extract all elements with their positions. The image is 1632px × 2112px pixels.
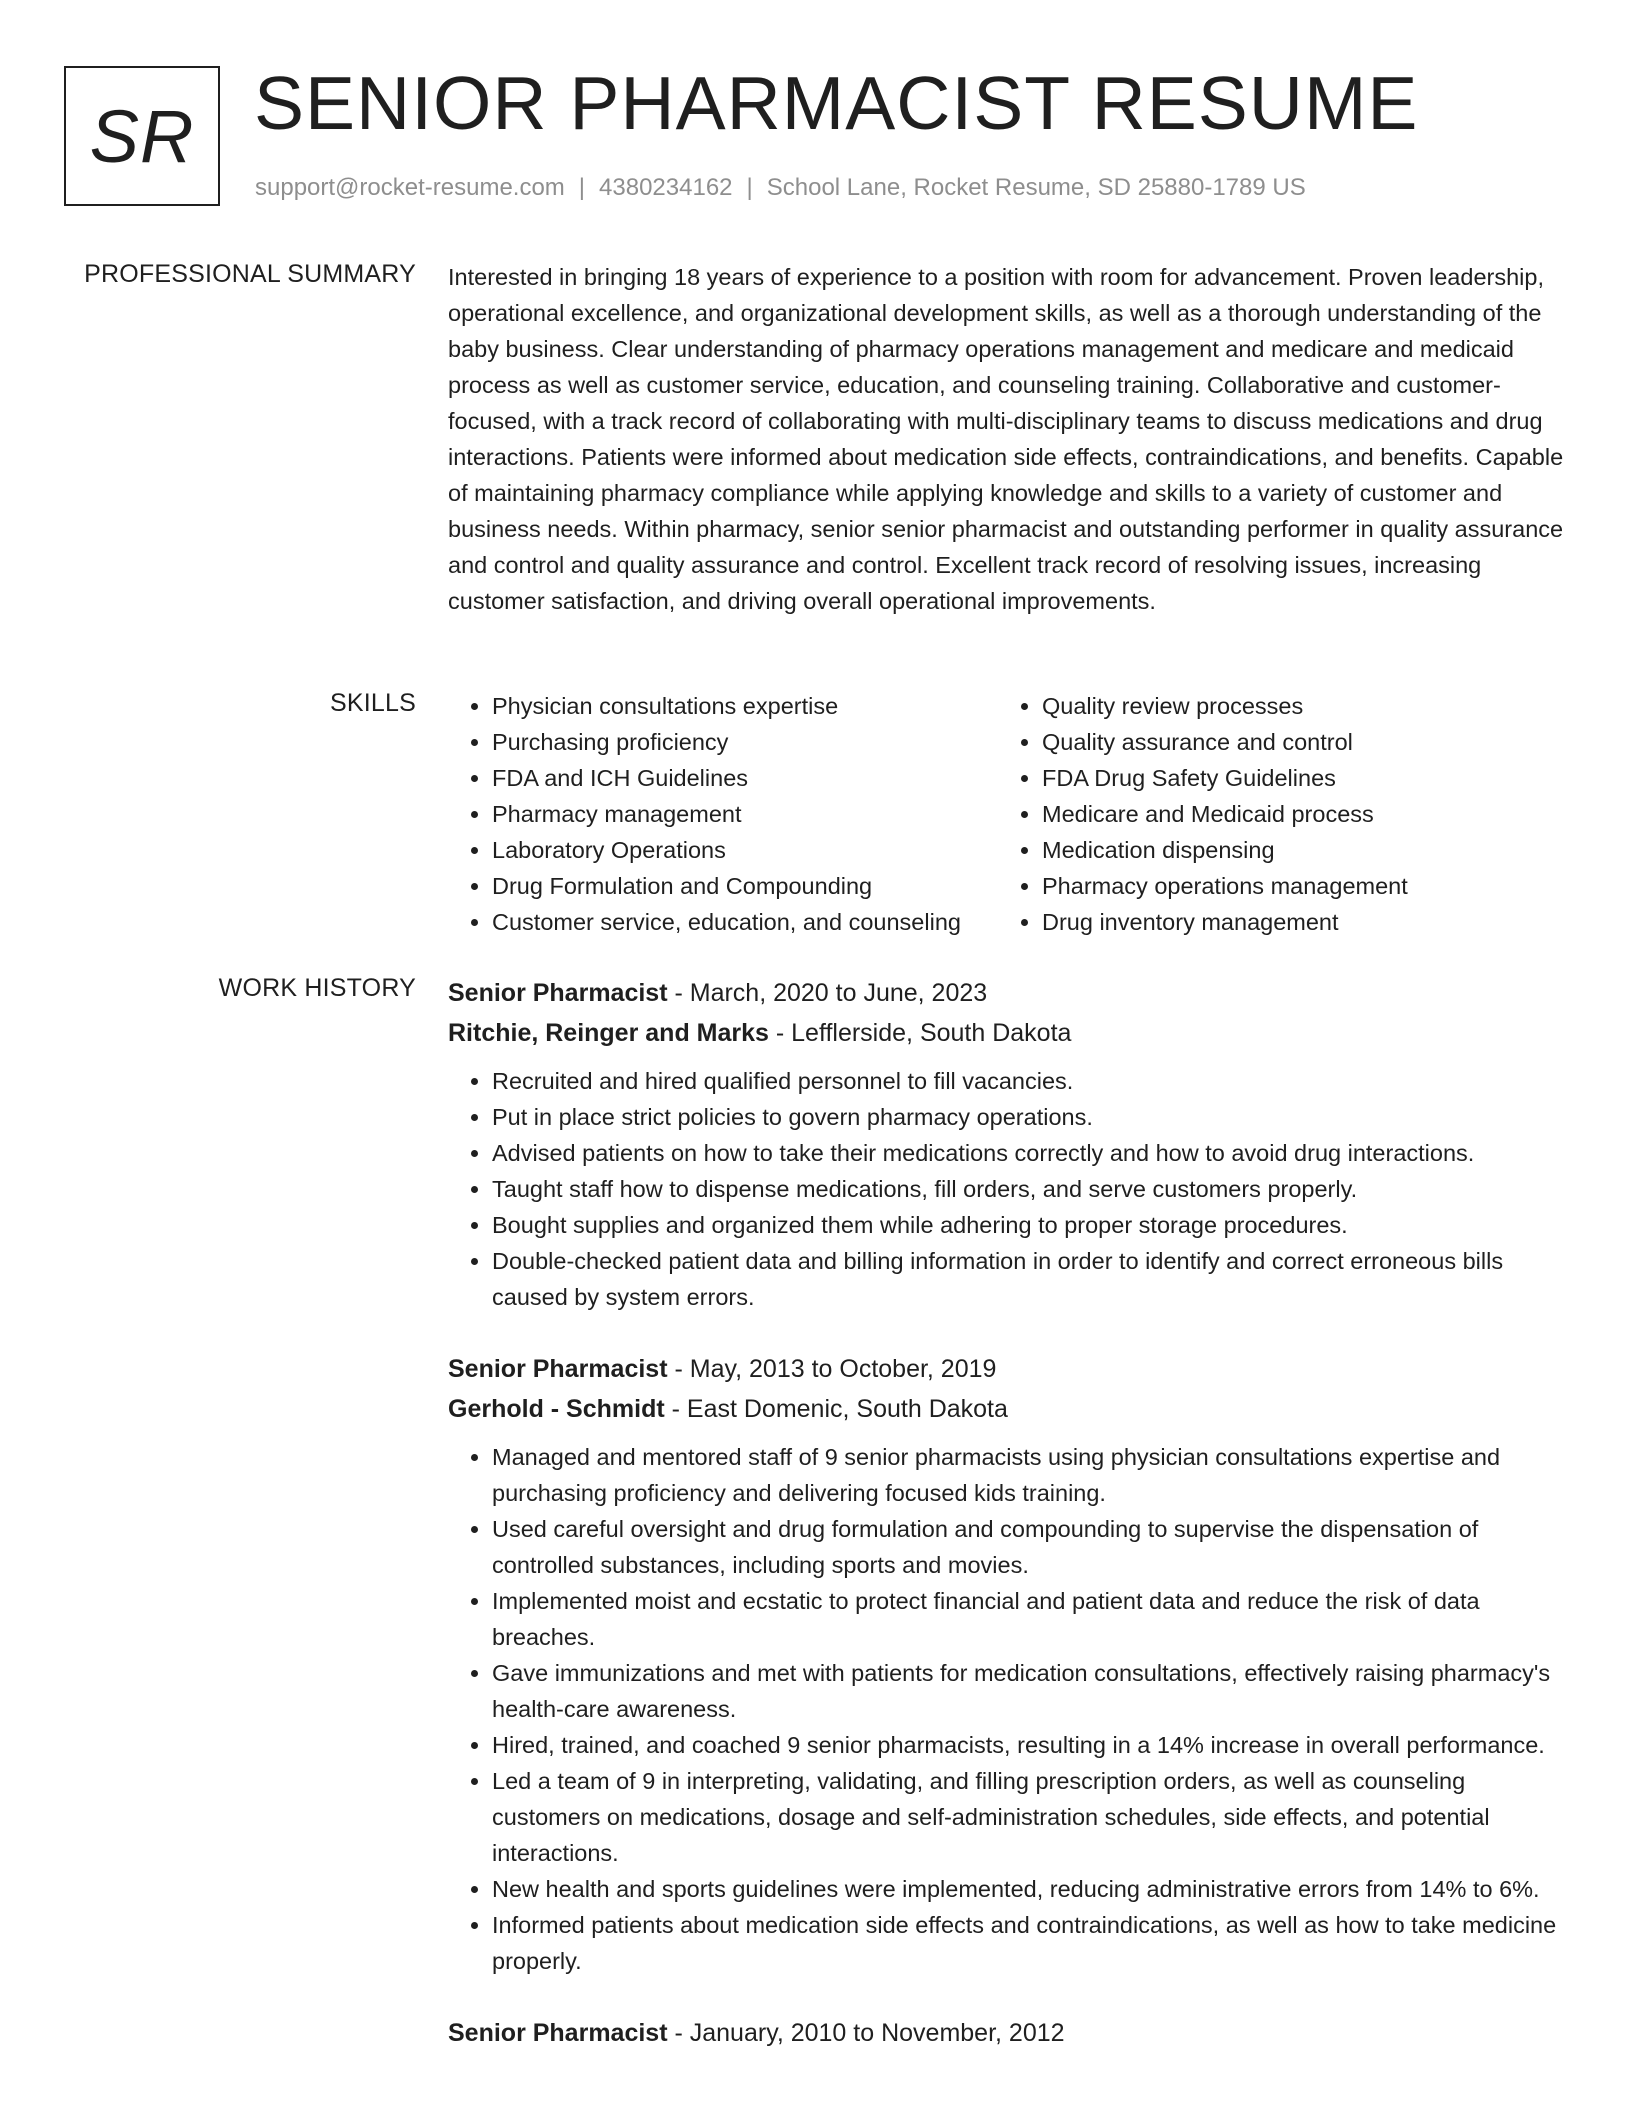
skill-item: • Quality review processes — [1042, 688, 1548, 724]
initials-monogram: SR — [64, 66, 220, 206]
page-title: SENIOR PHARMACIST RESUME — [254, 61, 1419, 145]
skill-item: • Physician consultations expertise — [492, 688, 998, 724]
job-company-line — [448, 1389, 1572, 1429]
job-company: Ritchie, Reinger and Marks — [448, 1019, 769, 1047]
skills-column-left — [448, 688, 998, 940]
job-entry — [448, 1349, 1572, 1979]
job-bullet: • Advised patients on how to take their medications correctly and how to avoid drug interactions. — [492, 1135, 1572, 1171]
skill-item: • FDA and ICH Guidelines — [492, 760, 998, 796]
skills-body — [448, 688, 1572, 940]
job-bullet: • Recruited and hired qualified personnel to fill vacancies. — [492, 1063, 1572, 1099]
job-location: - East Domenic, South Dakota — [664, 1395, 1008, 1423]
work-history-body — [448, 973, 1572, 2087]
contact-line — [255, 174, 1306, 202]
skills-heading: SKILLS — [330, 689, 416, 717]
summary-body — [448, 259, 1572, 619]
job-bullet: • Double-checked patient data and billing information in order to identify and correct erroneous bills caused by system errors. — [492, 1243, 1572, 1315]
job-title-line — [448, 1349, 1572, 1389]
job-bullet: • Used careful oversight and drug formulation and compounding to supervise the dispensation of controlled substances, including sports and movies. — [492, 1511, 1572, 1583]
job-bullets — [448, 1063, 1572, 1315]
job-bullet: • Informed patients about medication side effects and contraindications, as well as how to take medicine properly. — [492, 1907, 1572, 1979]
contact-separator: | — [578, 174, 586, 201]
job-bullet: • Taught staff how to dispense medications, fill orders, and serve customers properly. — [492, 1171, 1572, 1207]
skill-item: • Drug Formulation and Compounding — [492, 868, 998, 904]
contact-separator: | — [746, 174, 753, 201]
job-title: Senior Pharmacist — [448, 1355, 668, 1383]
job-title: Senior Pharmacist — [448, 2019, 668, 2047]
skill-item: • Laboratory Operations — [492, 832, 998, 868]
job-location: - Lefflerside, South Dakota — [768, 1019, 1072, 1047]
skills-column-right — [998, 688, 1548, 940]
job-bullet: • Bought supplies and organized them while adhering to proper storage procedures. — [492, 1207, 1572, 1243]
contact-address: School Lane, Rocket Resume, SD 25880-1789 US — [766, 174, 1306, 201]
job-title-line — [448, 973, 1572, 1013]
skill-item: • Pharmacy management — [492, 796, 998, 832]
skill-item: • Purchasing proficiency — [492, 724, 998, 760]
skills-grid — [448, 688, 1572, 940]
job-bullet: • Put in place strict policies to govern pharmacy operations. — [492, 1099, 1572, 1135]
skill-item: • Customer service, education, and counseling — [492, 904, 998, 940]
job-bullets — [448, 1439, 1572, 1979]
skill-item: • Medication dispensing — [1042, 832, 1548, 868]
job-bullet: • Implemented moist and ecstatic to protect financial and patient data and reduce the risk of data breaches. — [492, 1583, 1572, 1655]
job-title-line — [448, 2013, 1572, 2053]
resume-header — [64, 61, 1568, 216]
skill-item: • Quality assurance and control — [1042, 724, 1548, 760]
contact-phone: 4380234162 — [599, 174, 733, 201]
job-bullet: • Gave immunizations and met with patients for medication consultations, effectively raising pharmacy's health-care awareness. — [492, 1655, 1572, 1727]
skill-item: • Pharmacy operations management — [1042, 868, 1548, 904]
job-company: Gerhold - Schmidt — [448, 1395, 665, 1423]
job-bullet: • New health and sports guidelines were implemented, reducing administrative errors from 14% to 6%. — [492, 1871, 1572, 1907]
skill-item: • FDA Drug Safety Guidelines — [1042, 760, 1548, 796]
skill-item: • Drug inventory management — [1042, 904, 1548, 940]
job-entry — [448, 2013, 1572, 2053]
job-title: Senior Pharmacist — [448, 979, 668, 1007]
job-dates: - May, 2013 to October, 2019 — [667, 1355, 997, 1383]
job-company-line — [448, 1013, 1572, 1053]
job-bullet: • Led a team of 9 in interpreting, validating, and filling prescription orders, as well as counseling customers on medications, dosage and self-administration schedules, side effects, and potential interactions. — [492, 1763, 1572, 1871]
skill-item: • Medicare and Medicaid process — [1042, 796, 1548, 832]
job-bullet: • Hired, trained, and coached 9 senior pharmacists, resulting in a 14% increase in overall performance. — [492, 1727, 1572, 1763]
job-bullet: • Managed and mentored staff of 9 senior pharmacists using physician consultations expertise and purchasing proficiency and delivering focused kids training. — [492, 1439, 1572, 1511]
job-dates: - March, 2020 to June, 2023 — [667, 979, 988, 1007]
job-entry — [448, 973, 1572, 1315]
job-dates: - January, 2010 to November, 2012 — [667, 2019, 1065, 2047]
work-history-heading: WORK HISTORY — [218, 974, 416, 1002]
contact-email: support@rocket-resume.com — [255, 174, 565, 201]
summary-text: Interested in bringing 18 years of experience to a position with room for advancement. Proven leadership, operational excellence, and organizational development skills, as well as a thorough understanding of the baby business. Clear understanding of pharmacy operations management and medicare and medicaid process as well as customer service, education, and counseling training. Collaborative and customer-focused, with a track record of collaborating with multi-disciplinary teams to discuss medications and drug interactions. Patients were informed about medication side effects, contraindications, and benefits. Capable of maintaining pharmacy compliance while applying knowledge and skills to a variety of customer and business needs. Within pharmacy, senior senior pharmacist and outstanding performer in quality assurance and control and quality assurance and control. Excellent track record of resolving issues, increasing customer satisfaction, and driving overall operational improvements. — [448, 264, 1564, 614]
summary-heading: PROFESSIONAL SUMMARY — [84, 260, 416, 288]
